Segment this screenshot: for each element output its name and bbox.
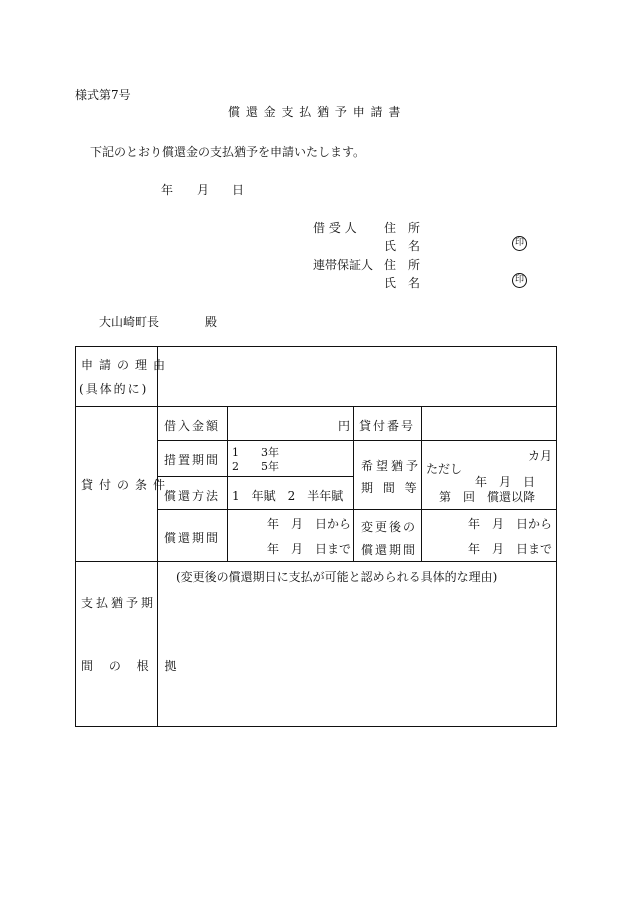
grace-option-2[interactable]: 2 5年 [232, 460, 279, 473]
reason-input-area[interactable] [158, 347, 556, 406]
borrower-seal-mark: 印 [512, 236, 527, 251]
repayment-method-options[interactable]: 1 年賦 2 半年賦 [232, 489, 344, 503]
loan-form-table [75, 346, 557, 727]
borrower-name-label: 氏 名 [384, 239, 421, 253]
form-number: 様式第7号 [75, 88, 131, 102]
date-month: 月 [197, 183, 210, 197]
loan-number-label: 貸付番号 [359, 419, 416, 433]
guarantor-name-label: 氏 名 [384, 276, 421, 290]
loan-number-field[interactable] [422, 407, 556, 440]
borrower-address-label: 住 所 [384, 221, 421, 235]
date-day: 日 [232, 183, 245, 197]
desired-deferral-label-sub: 期 間 等 [361, 481, 420, 495]
intro-text: 下記のとおり償還金の支払猶予を申請いたします。 [90, 145, 366, 159]
desired-deferral-label: 希望猶予 [361, 459, 422, 473]
changed-period-label-sub: 償還期間 [361, 543, 418, 557]
document-title: 償 還 金 支 払 猶 予 申 請 書 [228, 105, 402, 119]
repayment-period-label: 償還期間 [164, 531, 221, 545]
loan-amount-label: 借入金額 [164, 419, 221, 433]
changed-period-label: 変更後の [361, 520, 418, 534]
reason-label-sub: (具体的に) [79, 382, 149, 396]
loan-conditions-label: 貸付の条件 [81, 478, 172, 492]
guarantor-seal-mark: 印 [512, 273, 527, 288]
repayment-period-from[interactable]: 年 月 日から [267, 517, 352, 531]
changed-period-from[interactable]: 年 月 日から [468, 517, 553, 531]
addressee-honorific: 殿 [205, 315, 218, 329]
guarantor-address-label: 住 所 [384, 258, 421, 272]
reason-label: 申請の理由 [81, 358, 172, 372]
addressee-name: 大山崎町長 [99, 315, 160, 329]
repayment-period-to[interactable]: 年 月 日まで [267, 542, 352, 556]
basis-label-sub: 間 の 根 拠 [81, 659, 183, 673]
deferral-date[interactable]: 年 月 日 [475, 475, 536, 489]
deferral-months-unit: カ月 [528, 449, 553, 463]
repayment-method-label: 償還方法 [164, 489, 221, 503]
changed-period-to[interactable]: 年 月 日まで [468, 542, 553, 556]
deferral-installment[interactable]: 第 回 償還以降 [439, 490, 536, 504]
basis-note: (変更後の償還期日に支払が可能と認められる具体的な理由) [176, 570, 498, 584]
grace-option-1[interactable]: 1 3年 [232, 446, 279, 459]
guarantor-role: 連帯保証人 [313, 258, 374, 272]
basis-input-area[interactable] [158, 586, 556, 726]
date-year: 年 [161, 183, 174, 197]
basis-label: 支払猶予期 [81, 596, 157, 610]
loan-amount-unit: 円 [338, 419, 351, 433]
deferral-tadashi: ただし [426, 462, 463, 476]
loan-amount-field[interactable] [228, 407, 353, 440]
grace-period-label: 措置期間 [164, 453, 221, 467]
borrower-role: 借 受 人 [313, 221, 357, 235]
